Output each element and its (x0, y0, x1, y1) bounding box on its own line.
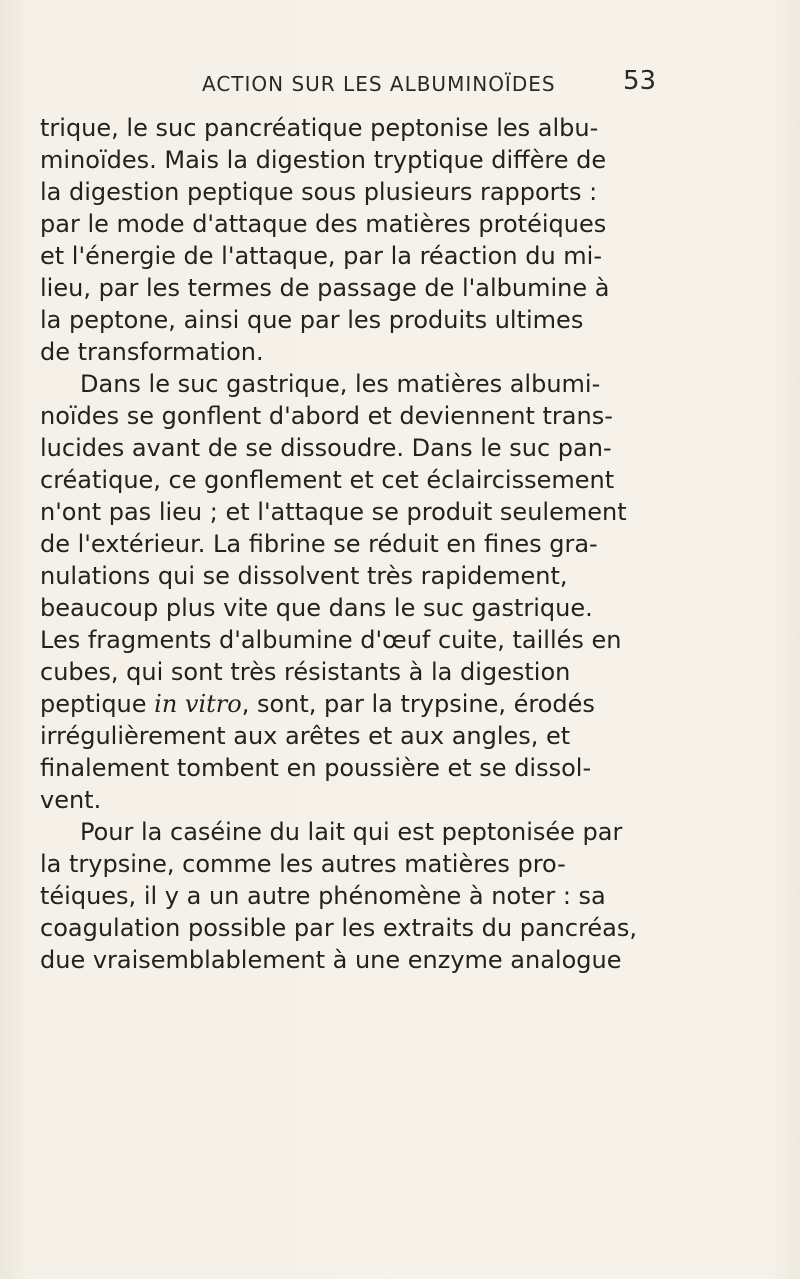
text-line: trique, le suc pancréatique peptonise les albu- (40, 114, 599, 142)
text-line: irrégulièrement aux arêtes et aux angles, et (40, 722, 571, 750)
text-line: la peptone, ainsi que par les produits ultimes (40, 306, 584, 334)
text-line: la digestion peptique sous plusieurs rapports : (40, 178, 598, 206)
text-line: n'ont pas lieu ; et l'attaque se produit seulement (40, 498, 627, 526)
text-line: noïdes se gonflent d'abord et deviennent trans- (40, 402, 613, 430)
text-line: de l'extérieur. La fibrine se réduit en fines gra- (40, 530, 598, 558)
text-line: nulations qui se dissolvent très rapidement, (40, 562, 568, 590)
text-line: et l'énergie de l'attaque, par la réaction du mi- (40, 242, 602, 270)
text-line: Pour la caséine du lait qui est peptonisée par (80, 818, 623, 846)
text-line: Dans le suc gastrique, les matières albumi- (80, 370, 601, 398)
text-line: Les fragments d'albumine d'œuf cuite, taillés en (40, 626, 622, 654)
text-line: vent. (40, 786, 102, 814)
text-line: téiques, il y a un autre phénomène à noter : sa (40, 882, 606, 910)
text-line: lucides avant de se dissoudre. Dans le suc pan- (40, 434, 612, 462)
text-line: la trypsine, comme les autres matières pro- (40, 850, 566, 878)
page-number: 53 (623, 66, 657, 96)
text-line-with-italic (40, 688, 664, 720)
text-line: beaucoup plus vite que dans le suc gastrique. (40, 594, 593, 622)
text-segment: peptique (40, 690, 155, 718)
text-line: finalement tombent en poussière et se dissol- (40, 754, 592, 782)
text-segment: , sont, par la trypsine, érodés (241, 690, 595, 718)
italic-phrase: in vitro (154, 690, 242, 718)
text-line: coagulation possible par les extraits du pancréas, (40, 914, 638, 942)
text-line: créatique, ce gonflement et cet éclaircissement (40, 466, 615, 494)
text-line: par le mode d'attaque des matières protéiques (40, 210, 607, 238)
running-head: ACTION SUR LES ALBUMINOÏDES (202, 72, 556, 96)
text-line: minoïdes. Mais la digestion tryptique diffère de (40, 146, 607, 174)
text-line: de transformation. (40, 338, 264, 366)
text-line: cubes, qui sont très résistants à la digestion (40, 658, 571, 686)
text-line: lieu, par les termes de passage de l'albumine à (40, 274, 610, 302)
text-line: due vraisemblablement à une enzyme analogue (40, 946, 622, 974)
